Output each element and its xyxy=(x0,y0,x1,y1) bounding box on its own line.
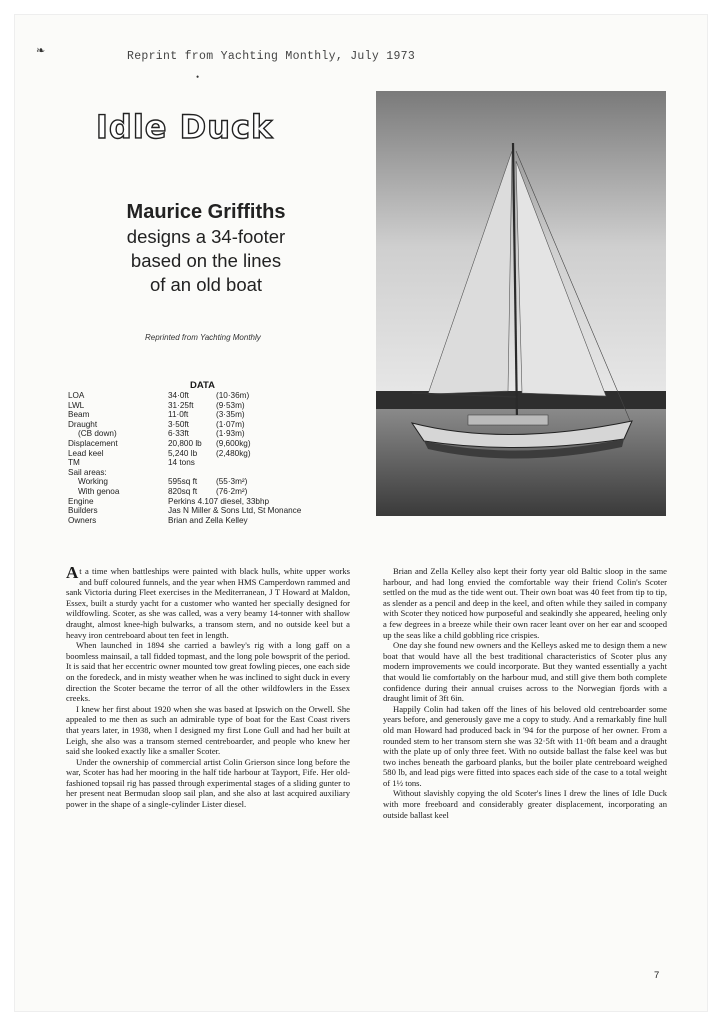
data-row xyxy=(68,420,301,430)
body-paragraph: When launched in 1894 she carried a bawley's rig with a long gaff on a boomless mainsail, a tall fidded topmast, and the long pole bowsprit of the period. It is said that her eccentric owner mounted tow great fowling pieces, one each side on the foredeck, and in misty weather when he was inclined to sight duck in every direction the Scoter became the terror of all the other wildfowlers in the Essex creeks. xyxy=(66,640,350,704)
data-row xyxy=(68,487,301,497)
data-row xyxy=(68,497,301,507)
headline-block xyxy=(86,200,326,297)
data-value: 6·33ft xyxy=(168,429,189,439)
body-paragraph: Brian and Zella Kelley also kept their forty year old Baltic sloop in the same harbour, and had long envied the comfortable way their friend Colin's Scoter settled on the mud as the tide went out. Their own boat was 40 feet from tip to tip, as slender as a pencil and deep in the keel, and often while they sailed in company with Scoter they noticed how purposeful and seakindly she appeared, heeling only a few degrees in a breeze while their own racer leant over on her ear and scooped up the seas like a child gobbling rice crispies. xyxy=(383,566,667,640)
data-row xyxy=(68,506,301,516)
body-paragraph: Without slavishly copying the old Scoter's lines I drew the lines of Idle Duck with more freeboard and considerably greater displacement, incorporating an outside ballast keel xyxy=(383,788,667,820)
article-title: Idle Duck xyxy=(96,108,274,146)
data-value: 5,240 lb xyxy=(168,448,198,458)
data-metric: (2,480kg) xyxy=(216,448,251,458)
body-column-right xyxy=(383,566,667,820)
data-table xyxy=(68,391,301,525)
body-paragraph xyxy=(66,563,350,640)
subtitle-line-2: based on the lines xyxy=(130,250,282,271)
reprinted-note: Reprinted from Yachting Monthly xyxy=(145,333,261,342)
data-label: Beam xyxy=(68,410,90,420)
data-value: 595sq ft xyxy=(168,477,198,487)
body-paragraph: I knew her first about 1920 when she was based at Ipswich on the Orwell. She appealed to me then as such an admirable type of boat for the East Coast rivers that years later, in 1938, when I designed my first Lone Gull and had her built at Leigh, she also was a transom sterned centreboarder, and people who knew her said she looked exactly like a smaller Scoter. xyxy=(66,703,350,757)
data-value: 3·50ft xyxy=(168,419,189,429)
subtitle-line-1: designs a 34-footer xyxy=(126,226,286,247)
data-row xyxy=(68,468,301,478)
data-label: Builders xyxy=(68,506,98,516)
data-label: LOA xyxy=(68,391,85,400)
data-label: TM xyxy=(68,458,80,468)
data-row xyxy=(68,429,301,439)
body-paragraph: One day she found new owners and the Kelleys asked me to design them a new boat that would have all the best traditional characteristics of Scoter plus any modern improvements we could incorporate. But they wanted essentially a yacht that would lie comfortably on the harbour mud, and still give them both complete confidence during their annual cruises across to the Norwegian fjords with a draught limit of 3ft 6in. xyxy=(383,640,667,704)
data-row xyxy=(68,410,301,420)
data-label: LWL xyxy=(68,400,85,410)
stray-mark: • xyxy=(196,72,200,82)
data-label: Lead keel xyxy=(68,448,104,458)
data-metric: (9·53m) xyxy=(216,400,245,410)
data-label: Displacement xyxy=(68,438,118,448)
drop-cap: A xyxy=(66,563,79,582)
paragraph-text: t a time when battleships were painted with black hulls, white upper works and buff coloured funnels, and the year when HMS Camperdown rammed and sank Victoria during Fleet exercises in the Mediterranean, J T Howard at Maldon, Essex, built a sturdy yacht for a customer who wanted her specially designed for wildfowling. Scoter, as she was called, was a very beamy 14-tonner with shallow draught, almost knee-high bulwarks, a transom stern, and no outside keel but a heavy iron centreboard about ten feet in length. xyxy=(66,566,350,640)
boat-photo xyxy=(376,91,666,516)
ink-blot-mark: ❧ xyxy=(36,45,46,57)
data-label: Sail areas: xyxy=(68,467,107,477)
data-label: Owners xyxy=(68,515,97,525)
data-label: Engine xyxy=(68,496,94,506)
data-value: Brian and Zella Kelley xyxy=(168,515,248,525)
data-metric: (10·36m) xyxy=(216,391,250,400)
data-row xyxy=(68,516,301,526)
data-row xyxy=(68,401,301,411)
page-number: 7 xyxy=(654,970,660,981)
data-value: 31·25ft xyxy=(168,400,194,410)
data-row xyxy=(68,458,301,468)
data-row xyxy=(68,449,301,459)
data-value: 34·0ft xyxy=(168,391,189,400)
body-paragraph: Under the ownership of commercial artist Colin Grierson since long before the war, Scoter has had her mooring in the half tide harbour at Tayport, Fife. Her old-fashioned topsail rig has passed through experimental stages of a sliding gunter to her present neat Bermudan sloop sail plan, and she also at last acquired auxiliary power in the shape of a single-cylinder Lister diesel. xyxy=(66,756,350,810)
data-value: 20,800 lb xyxy=(168,438,202,448)
data-value: 14 tons xyxy=(168,458,195,468)
subtitle-line-3: of an old boat xyxy=(149,274,263,295)
data-metric: (1·07m) xyxy=(216,419,245,429)
data-metric: (76·2m²) xyxy=(216,486,248,496)
data-label: With genoa xyxy=(78,486,120,496)
data-value: 820sq ft xyxy=(168,486,198,496)
data-value xyxy=(168,468,216,478)
body-paragraph: Happily Colin had taken off the lines of his beloved old centreboarder some years before, and generously gave me a copy to study. And a remarkably fine hull old man Howard had produced back in '94 for the purpose of her owner. From a rounded stem to her transom stern she was 32·5ft with 11·0ft beam and a draught with the plate up of only three feet. With no outside ballast the false keel was but two inches beneath the garboard planks, but the boiler plate centreboard weighed 580 lb, and lead pigs were fitted into spaces each side of the case to a total weight of 1½ tons. xyxy=(383,703,667,788)
data-metric: (55·3m²) xyxy=(216,477,248,487)
data-row xyxy=(68,477,301,487)
data-row xyxy=(68,391,301,401)
data-value: Jas N Miller & Sons Ltd, St Monance xyxy=(168,506,302,516)
data-metric: (9,600kg) xyxy=(216,438,251,448)
data-metric: (3·35m) xyxy=(216,410,245,420)
data-value: 11·0ft xyxy=(168,410,189,420)
data-value: Perkins 4.107 diesel, 33bhp xyxy=(168,496,270,506)
data-label: Draught xyxy=(68,419,98,429)
author-name: Maurice Griffiths xyxy=(126,201,286,223)
data-label: (CB down) xyxy=(78,429,117,439)
data-row xyxy=(68,439,301,449)
body-column-left xyxy=(66,563,350,810)
data-metric: (1·93m) xyxy=(216,429,245,439)
data-heading: DATA xyxy=(190,380,215,391)
data-label: Working xyxy=(78,477,108,487)
reprint-header: Reprint from Yachting Monthly, July 1973 xyxy=(127,50,416,63)
